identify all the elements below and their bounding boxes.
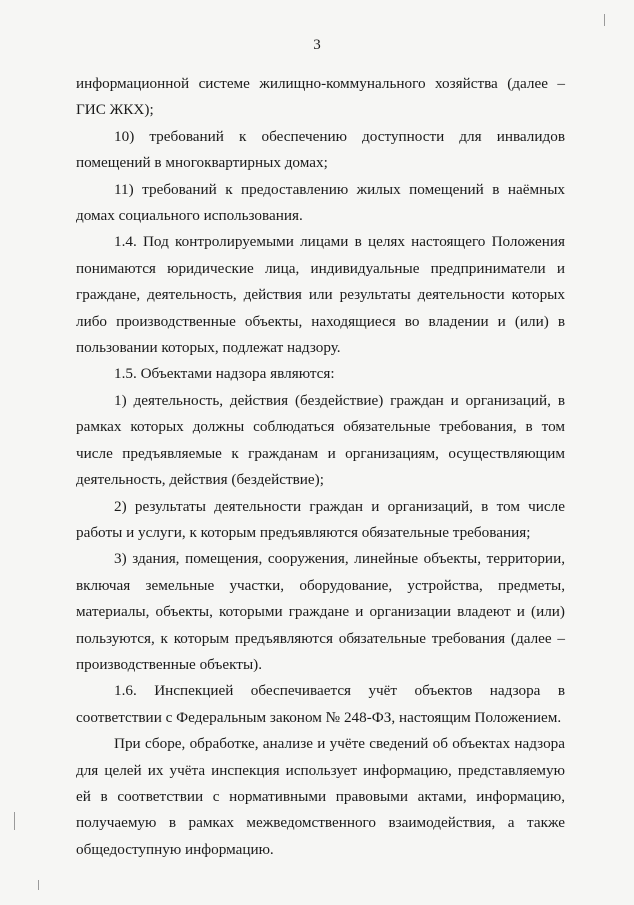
paragraph-1-6: 1.6. Инспекцией обеспечивается учёт объектов надзора в соответствии с Федеральным законом № 248-ФЗ, настоящим Положением. — [76, 682, 565, 726]
page-number: 3 — [313, 37, 321, 53]
paragraph-gis-zhkh-continuation: информационной системе жилищно-коммунального хозяйства (далее – ГИС ЖКХ); — [76, 75, 565, 119]
document-body — [76, 71, 565, 863]
paragraph-1-4: 1.4. Под контролируемыми лицами в целях настоящего Положения понимаются юридические лица, индивидуальные предприниматели и граждане, деятельность, действия или результаты деятельности которых либо производственные объекты, находящиеся во владении и (или) в пользовании которых, подлежат надзору. — [76, 233, 565, 357]
paragraph-data-collection: При сборе, обработке, анализе и учёте сведений об объектах надзора для целей их учёта инспекция использует информацию, представляемую ей в соответствии с нормативными правовыми актами, информацию, получаемую в рамках межведомственного взаимодействия, а также общедоступную информацию. — [76, 735, 565, 858]
paragraph-1-5: 1.5. Объектами надзора являются: — [114, 365, 335, 383]
paragraph-item-11: 11) требований к предоставлению жилых помещений в наёмных домах социального использования. — [76, 180, 565, 225]
scan-artifact-top-right — [604, 14, 605, 26]
scan-artifact-left — [14, 812, 15, 830]
paragraph-item-10: 10) требований к обеспечению доступности для инвалидов помещений в многоквартирных домах; — [76, 127, 565, 172]
scan-artifact-bottom-left — [38, 880, 39, 890]
paragraph-1-5-item-3: 3) здания, помещения, сооружения, линейные объекты, территории, включая земельные участки, оборудование, устройства, предметы, материалы, объекты, которыми граждане и организации владеют и (или) пользуются, к которым предъявляются обязательные требования (далее – производственные объекты). — [76, 550, 565, 673]
paragraph-1-5-item-1: 1) деятельность, действия (бездействие) граждан и организаций, в рамках которых должны соблюдаться обязательные требования, в том числе предъявляемые к гражданам и организациям, осуществляющим деятельность, действия (бездействие); — [76, 391, 565, 489]
paragraph-1-5-item-2: 2) результаты деятельности граждан и организаций, в том числе работы и услуги, к которым предъявляются обязательные требования; — [76, 497, 565, 541]
